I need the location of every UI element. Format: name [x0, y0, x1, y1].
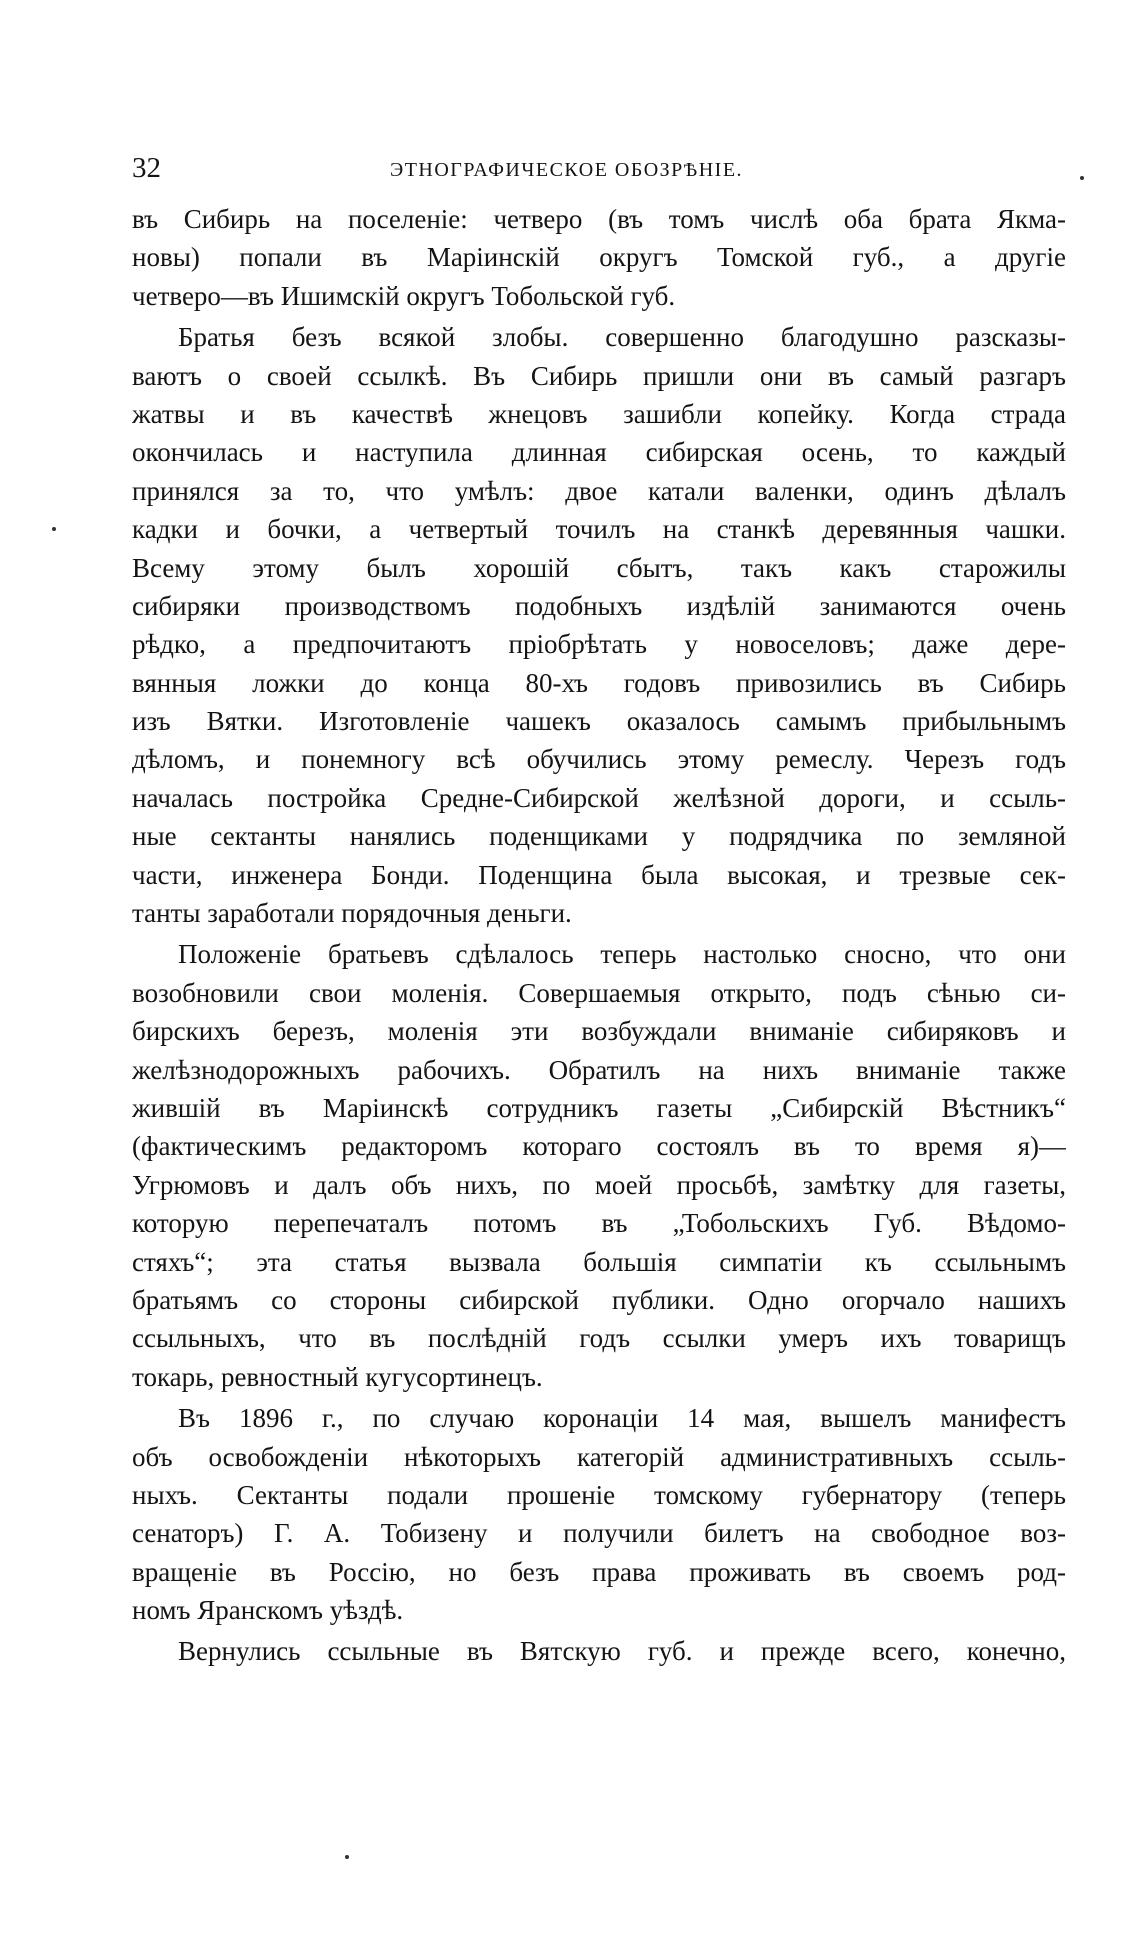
journal-title: ЭТНОГРАФИЧЕСКОЕ ОБОЗРѢНІЕ. [390, 159, 744, 181]
text-line: окончилась и наступила длинная сибирская осень, то каждый [132, 437, 1066, 468]
text-line: Угрюмовъ и далъ объ нихъ, по моей просьбѣ, замѣтку для газеты, [132, 1169, 1066, 1200]
body-text [132, 200, 1066, 1671]
text-line: объ освобожденіи нѣкоторыхъ категорій административныхъ ссыль- [132, 1441, 1066, 1472]
text-line: части, инженера Бонди. Поденщина была высокая, и трезвые сек- [132, 859, 1066, 890]
paragraph-start-line: Положеніе братьевъ сдѣлалось теперь настолько сносно, что они [178, 939, 1066, 970]
text-line: желѣзнодорожныхъ рабочихъ. Обратилъ на нихъ вниманіе также [132, 1054, 1066, 1085]
text-line: жатвы и въ качествѣ жнецовъ зашибли копейку. Когда страда [132, 398, 1066, 429]
text-line: четверо—въ Ишимскій округъ Тобольской губ. [132, 280, 676, 311]
text-line: жившій въ Маріинскѣ сотрудникъ газеты „Сибирскій Вѣстникъ“ [132, 1092, 1066, 1123]
text-line: (фактическимъ редакторомъ котораго состоялъ въ то время я)— [132, 1131, 1066, 1162]
text-line: принялся за то, что умѣлъ: двое катали валенки, одинъ дѣлалъ [132, 475, 1066, 506]
page-number: 32 [132, 152, 161, 184]
text-line: сибиряки производствомъ подобныхъ издѣлій занимаются очень [132, 590, 1066, 621]
paper-speck [1080, 176, 1084, 180]
text-line: стяхъ“; эта статья вызвала большія симпатіи къ ссыльнымъ [132, 1246, 1066, 1277]
text-line: началась постройка Средне-Сибирской желѣзной дороги, и ссыль- [132, 782, 1066, 813]
text-line: рѣдко, а предпочитаютъ пріобрѣтать у новоселовъ; даже дере- [132, 629, 1066, 660]
text-line: ссыльныхъ, что въ послѣдній годъ ссылки умеръ ихъ товарищъ [132, 1323, 1066, 1354]
paper-speck [345, 1855, 349, 1859]
text-line: изъ Вятки. Изготовленіе чашекъ оказалось самымъ прибыльнымъ [132, 706, 1066, 737]
paragraph-start-line: Въ 1896 г., по случаю коронаціи 14 мая, вышелъ манифестъ [178, 1403, 1066, 1434]
text-line: вращеніе въ Россію, но безъ права проживать въ своемъ род- [132, 1556, 1066, 1587]
text-line: дѣломъ, и понемногу всѣ обучились этому ремеслу. Черезъ годъ [132, 744, 1066, 775]
text-line: кадки и бочки, а четвертый точилъ на станкѣ деревянныя чашки. [132, 514, 1066, 545]
text-line: танты заработали порядочныя деньги. [132, 898, 572, 929]
text-line: братьямъ со стороны сибирской публики. Одно огорчало нашихъ [132, 1284, 1066, 1315]
paragraph-start-line: Вернулись ссыльные въ Вятскую губ. и прежде всего, конечно, [178, 1636, 1066, 1667]
text-line: ныхъ. Сектанты подали прошеніе томскому губернатору (теперь [132, 1479, 1066, 1510]
text-line: новы) попали въ Маріинскій округъ Томской губ., а другіе [132, 242, 1066, 273]
running-head [132, 148, 1064, 188]
text-line: ваютъ о своей ссылкѣ. Въ Сибирь пришли они въ самый разгаръ [132, 360, 1066, 391]
text-line: въ Сибирь на поселеніе: четверо (въ томъ числѣ оба брата Якма- [132, 204, 1066, 234]
text-line: бирскихъ березъ, моленія эти возбуждали вниманіе сибиряковъ и [132, 1016, 1066, 1047]
text-line: которую перепечаталъ потомъ въ „Тобольскихъ Губ. Вѣдомо- [132, 1208, 1066, 1239]
paper-speck [52, 527, 56, 531]
text-line: токарь, ревностный кугусортинецъ. [132, 1361, 543, 1392]
text-line: возобновили свои моленія. Совершаемыя открыто, подъ сѣнью си- [132, 977, 1066, 1008]
text-line: Всему этому былъ хорошій сбытъ, такъ какъ старожилы [132, 552, 1066, 583]
text-line: ные сектанты нанялись поденщиками у подрядчика по земляной [132, 821, 1066, 852]
text-line: сенаторъ) Г. А. Тобизену и получили билетъ на свободное воз- [132, 1518, 1066, 1549]
paragraph-start-line: Братья безъ всякой злобы. совершенно благодушно разсказы- [178, 322, 1066, 353]
text-line: номъ Яранскомъ уѣздѣ. [132, 1595, 404, 1626]
text-line: вянныя ложки до конца 80-хъ годовъ привозились въ Сибирь [132, 667, 1066, 698]
